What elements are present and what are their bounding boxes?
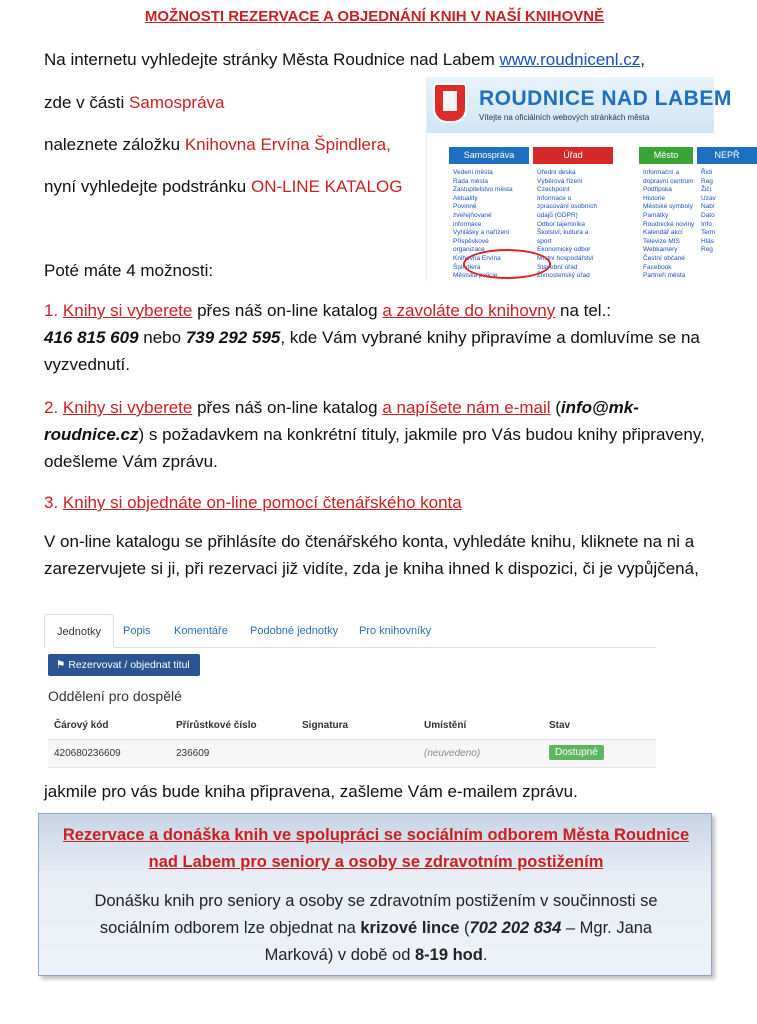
website-menu-item[interactable]: Nabí [701,203,715,211]
website-menu-item[interactable]: Špindlera [453,263,481,271]
option-1-text-b: na tel.: [555,301,612,320]
website-menu-item[interactable]: Ekonomický odbor [537,246,591,254]
reserve-button[interactable] [48,654,200,676]
option-1-text-c: nebo [138,328,186,347]
option-1-text-d: , kde Vám vybrané knihy připravíme a domluvíme se na vyzvednutí. [44,328,700,374]
website-menu-item[interactable]: Kalendář akcí [643,229,683,237]
website-screenshot [426,77,740,281]
cell-location: (neuvedeno) [424,748,481,759]
website-menu-item[interactable]: Aktuality [453,194,478,202]
box-title-line-1: Rezervace a donáška knih ve spolupráci se sociálním odborem Města Roudnice [62,826,690,844]
website-menu-item[interactable]: Info [701,220,712,228]
city-crest-icon [433,83,467,123]
crisis-phone: 702 202 834 [469,919,562,937]
box-body-text-a: sociálním odborem lze objednat na [99,919,361,937]
phone-2: 739 292 595 [185,328,281,347]
website-menu-0[interactable]: Samospráva [449,147,529,164]
website-menu-item[interactable]: Televize MIS [643,237,680,245]
website-menu-item[interactable]: Památky [643,211,669,219]
website-menu-item[interactable]: Odbor tajemníka [537,220,586,228]
option-1-text-a: přes náš on-line katalog [192,301,383,320]
box-body-text-c: – Mgr. Jana [561,919,653,937]
intro-line-4 [44,173,402,200]
box-body-text-b: ( [459,919,470,937]
website-menu-item[interactable]: Místní hospodářství [537,254,594,262]
option-1-link-call: a zavoláte do knihovny [382,301,556,320]
website-menu-item[interactable]: Řidi [701,169,713,176]
website-menu-item[interactable]: Webkamery [643,246,678,254]
options-intro: Poté máte 4 možnosti: [44,261,214,280]
samosprava-label: Samospráva [129,93,225,112]
box-body-line-1: Donášku knih pro seniory a osoby se zdravotním postižením v součinnosti se [94,892,658,910]
website-menu-item[interactable]: údajů (GDPR) [537,211,578,219]
tab-jednotky[interactable]: Jednotky [44,614,114,648]
website-menu-2[interactable]: Město [639,147,693,164]
website-menu-item[interactable]: Reg [701,246,713,254]
website-menu-item[interactable]: Žiči [701,186,712,194]
website-menu-list-3 [701,169,716,255]
website-link[interactable]: www.roudnicenl.cz [499,50,641,69]
page-title: MOŽNOSTI REZERVACE A OBJEDNÁNÍ KNIH V NAŠÍ KNIHOVNĚ [144,8,605,25]
header-accession: Přírůstkové číslo [176,720,257,731]
website-name: ROUDNICE NAD LABEM [479,87,732,110]
intro-line-1 [44,46,645,73]
catalog-widget [44,614,656,772]
box-title-line-2: nad Labem pro seniory a osoby se zdravotním postižením [148,853,604,871]
website-menu-item[interactable]: Školství, kultura a [537,229,589,237]
website-menu-item[interactable]: Reg [701,177,713,185]
library-label: Knihovna Ervína Špindlera, [184,135,391,154]
box-title [39,822,713,876]
senior-service-box [38,813,712,976]
website-menu-item[interactable]: sport [537,237,552,245]
option-2 [44,394,709,475]
header-signature: Signatura [302,720,349,731]
service-hours: 8-19 hod [414,946,483,964]
website-menu-item[interactable]: Stavební úřad [537,263,578,271]
website-menu-3[interactable]: NEPŘ [697,147,757,164]
website-menu-item[interactable]: Vyhlášky a nařízení [453,229,510,237]
website-menu-item[interactable]: Úřední deska [537,169,576,176]
website-menu-item[interactable]: Knihovna Ervína [453,254,501,262]
website-menu-item[interactable]: Zastupitelstvo města [453,186,513,194]
website-menu-list-2 [643,169,694,281]
flag-icon: ⚑ [56,659,69,671]
intro-text-2: zde v části [44,93,130,112]
website-menu-item[interactable]: informace [453,220,482,228]
option-1 [44,297,709,378]
website-menu-item[interactable]: Czechpoint [537,186,570,194]
catalog-label: ON-LINE KATALOG [250,177,403,196]
highlight-circle [463,249,551,279]
after-catalog-text: jakmile pro vás bude kniha připravena, zašleme Vám e-mailem zprávu. [44,782,578,801]
website-menu-item[interactable]: Hlás [701,237,715,245]
website-menu-item[interactable]: Roudnické noviny [643,220,695,228]
option-1-number: 1. [44,301,63,320]
option-2-text-a: přes náš on-line katalog [192,398,383,417]
website-menu-item[interactable]: Živnostenský úřad [537,272,590,280]
cell-barcode: 420680236609 [54,748,121,759]
website-header [427,77,732,133]
intro-text-1: Na internetu vyhledejte stránky Města Roudnice nad Labem [44,50,500,69]
tab-pro-knihovniky[interactable]: Pro knihovníky [359,625,432,637]
option-3-link: Knihy si objednáte on-line pomocí čtenářského konta [62,493,462,512]
website-menu-item[interactable]: dopravní centrum [643,177,694,185]
website-menu-item[interactable]: Výběrová řízení [537,177,583,185]
website-menu-item[interactable]: Informace o [537,194,572,202]
option-2-text-c: ) s požadavkem na konkrétní tituly, jakmile pro Vás budou knihy připraveny, odešleme Vám zprávu. [44,425,705,471]
website-menu-item[interactable]: zpracování osobních [537,203,597,211]
option-3-number: 3. [44,493,63,512]
website-menu-item[interactable]: organizace [453,246,485,254]
header-status: Stav [549,720,571,731]
website-menu-1[interactable]: Úřad [533,147,613,164]
option-2-number: 2. [44,398,63,417]
box-body-text-d: Marková) v době od [264,946,415,964]
phone-1: 416 815 609 [44,328,139,347]
website-menu-item[interactable]: Městské symboly [643,203,693,211]
intro-line-2 [44,89,224,116]
website-menu-item[interactable]: Rada města [453,177,489,185]
option-1-link-choose: Knihy si vyberete [62,301,193,320]
crisis-line-label: krizové lince [360,919,460,937]
website-menu-item[interactable]: Příspěvkové [453,237,489,245]
website-menu-item[interactable]: Čestní občané [643,254,685,262]
website-menu-item[interactable]: Povinně [453,203,477,211]
website-menu-item[interactable]: Facebook [643,263,672,271]
website-menu-item[interactable]: Partneři města [643,272,686,280]
box-body [39,888,713,969]
intro-text-3: naleznete záložku [44,135,185,154]
option-3 [44,489,709,516]
option-2-link-email: a napíšete nám e-mail [382,398,551,417]
box-body-text-e: . [482,946,488,964]
reserve-button-label: Rezervovat / objednat titul [68,659,190,671]
intro-comma: , [640,50,645,69]
catalog-tabs [44,614,656,648]
website-menu-item[interactable]: Vedení města [453,169,493,176]
website-menu-item[interactable]: Historie [643,194,666,202]
header-barcode: Čárový kód [54,720,109,731]
website-menu-item[interactable]: Informační a [643,169,680,176]
department-title: Oddělení pro dospělé [48,688,182,704]
website-menu-item[interactable]: Podřipska [643,186,672,194]
email-address: info@mk-roudnice.cz [44,398,639,444]
header-location: Umístění [424,720,467,731]
website-menu-item[interactable]: Term [701,229,716,237]
intro-line-3 [44,131,391,158]
website-menu-item[interactable]: Uzav [701,194,716,202]
tab-podobne-jednotky[interactable]: Podobné jednotky [250,625,339,637]
tab-komentare[interactable]: Komentáře [174,625,228,637]
website-subtitle: Vítejte na oficiálních webových stránkách města [479,113,650,122]
option-3-text: V on-line katalogu se přihlásíte do čtenářského konta, vyhledáte knihu, kliknete na ni a zarezervujete si ji, při rezervaci již vidíte, zda je kniha ihned k dispozici, či je vypůjčená, [44,532,699,578]
intro-text-4: nyní vyhledejte podstránku [44,177,251,196]
option-2-link-choose: Knihy si vyberete [62,398,193,417]
tab-popis[interactable]: Popis [123,625,151,637]
website-menu-item[interactable]: Městská policie [453,272,498,280]
status-badge: Dostupné [549,745,604,760]
website-menu-item[interactable]: Dato [701,211,715,219]
cell-accession: 236609 [176,748,210,759]
option-2-text-b: ( [550,398,561,417]
website-menu-item[interactable]: zveřejňované [453,211,492,219]
